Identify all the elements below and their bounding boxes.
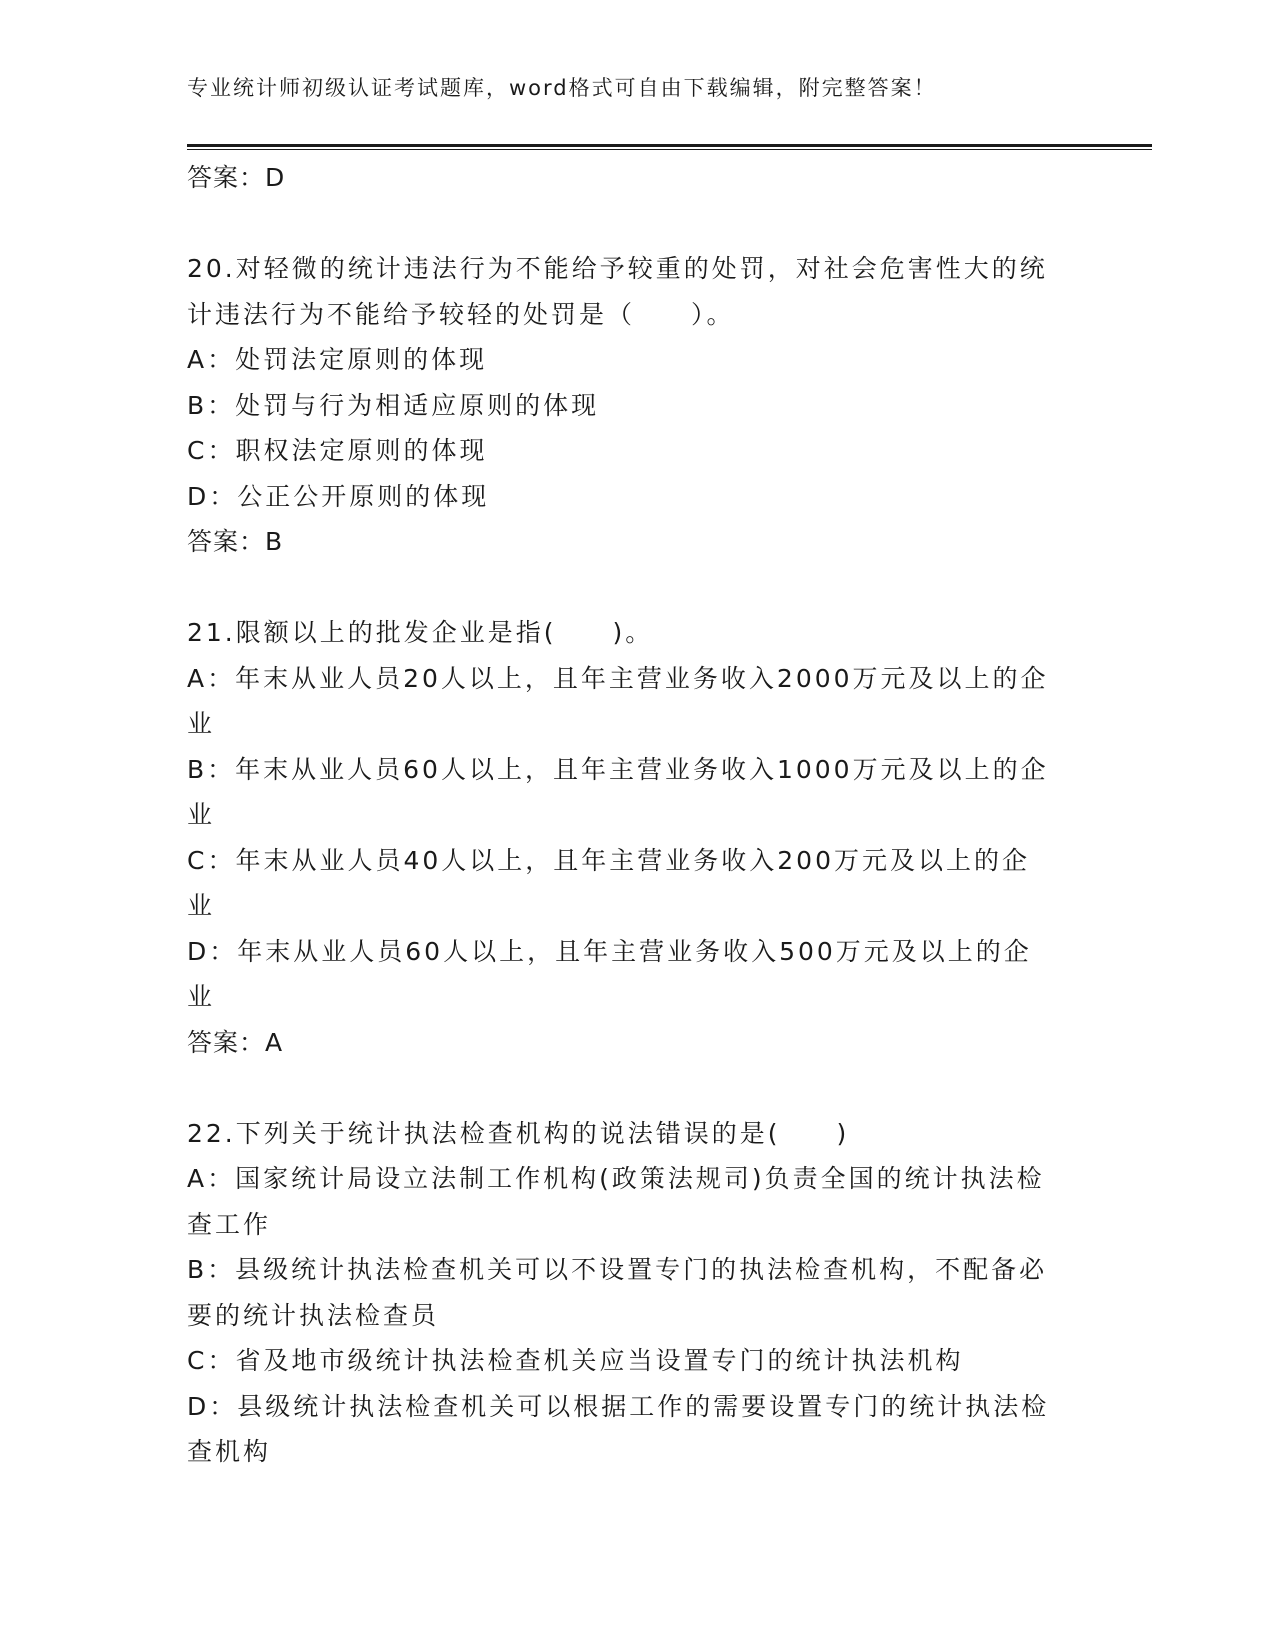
option-a-continued: 查工作 — [187, 1209, 272, 1239]
option-b: B：县级统计执法检查机关可以不设置专门的执法检查机构，不配备必 — [187, 1255, 1048, 1284]
question-block — [187, 610, 1077, 1065]
option-d-continued: 查机构 — [187, 1437, 272, 1466]
answer-line: 答案：B — [187, 527, 284, 556]
option-a-continued: 业 — [187, 709, 216, 738]
option-a: A：年末从业人员20人以上，且年主营业务收入2000万元及以上的企 — [187, 663, 1049, 693]
page-header: 专业统计师初级认证考试题库，word格式可自由下载编辑，附完整答案！ — [187, 76, 937, 100]
option-c: C：年末从业人员40人以上，且年主营业务收入200万元及以上的企 — [187, 845, 1030, 875]
spacer — [187, 1065, 1077, 1111]
answer-line: 答案：A — [187, 1027, 284, 1057]
option-b-continued: 要的统计执法检查员 — [187, 1300, 440, 1330]
header-rule — [187, 144, 1152, 150]
question-text: 22.下列关于统计执法检查机构的说法错误的是( ) — [187, 1118, 850, 1148]
option-a: A：处罚法定原则的体现 — [187, 345, 488, 374]
option-d: D：县级统计执法检查机关可以根据工作的需要设置专门的统计执法检 — [187, 1391, 1050, 1421]
answer-line: 答案：D — [187, 163, 286, 192]
option-a: A：国家统计局设立法制工作机构(政策法规司)负责全国的统计执法检 — [187, 1164, 1045, 1193]
option-b: B：处罚与行为相适应原则的体现 — [187, 390, 600, 420]
option-b-continued: 业 — [187, 800, 216, 829]
question-block — [187, 246, 1077, 565]
spacer — [187, 201, 1077, 247]
option-d: D：年末从业人员60人以上，且年主营业务收入500万元及以上的企 — [187, 936, 1032, 966]
option-d-continued: 业 — [187, 982, 216, 1011]
option-b: B：年末从业人员60人以上，且年主营业务收入1000万元及以上的企 — [187, 754, 1049, 784]
option-c: C：职权法定原则的体现 — [187, 436, 488, 465]
spacer — [187, 565, 1077, 611]
option-c-continued: 业 — [187, 891, 216, 920]
question-text: 计违法行为不能给予较轻的处罚是（ ）。 — [187, 299, 735, 329]
document-body — [187, 155, 1077, 1475]
question-text: 21.限额以上的批发企业是指( )。 — [187, 618, 654, 647]
question-block — [187, 1111, 1077, 1475]
question-text: 20.对轻微的统计违法行为不能给予较重的处罚，对社会危害性大的统 — [187, 254, 1048, 283]
option-d: D：公正公开原则的体现 — [187, 481, 490, 511]
option-c: C：省及地市级统计执法检查机关应当设置专门的统计执法机构 — [187, 1346, 964, 1375]
